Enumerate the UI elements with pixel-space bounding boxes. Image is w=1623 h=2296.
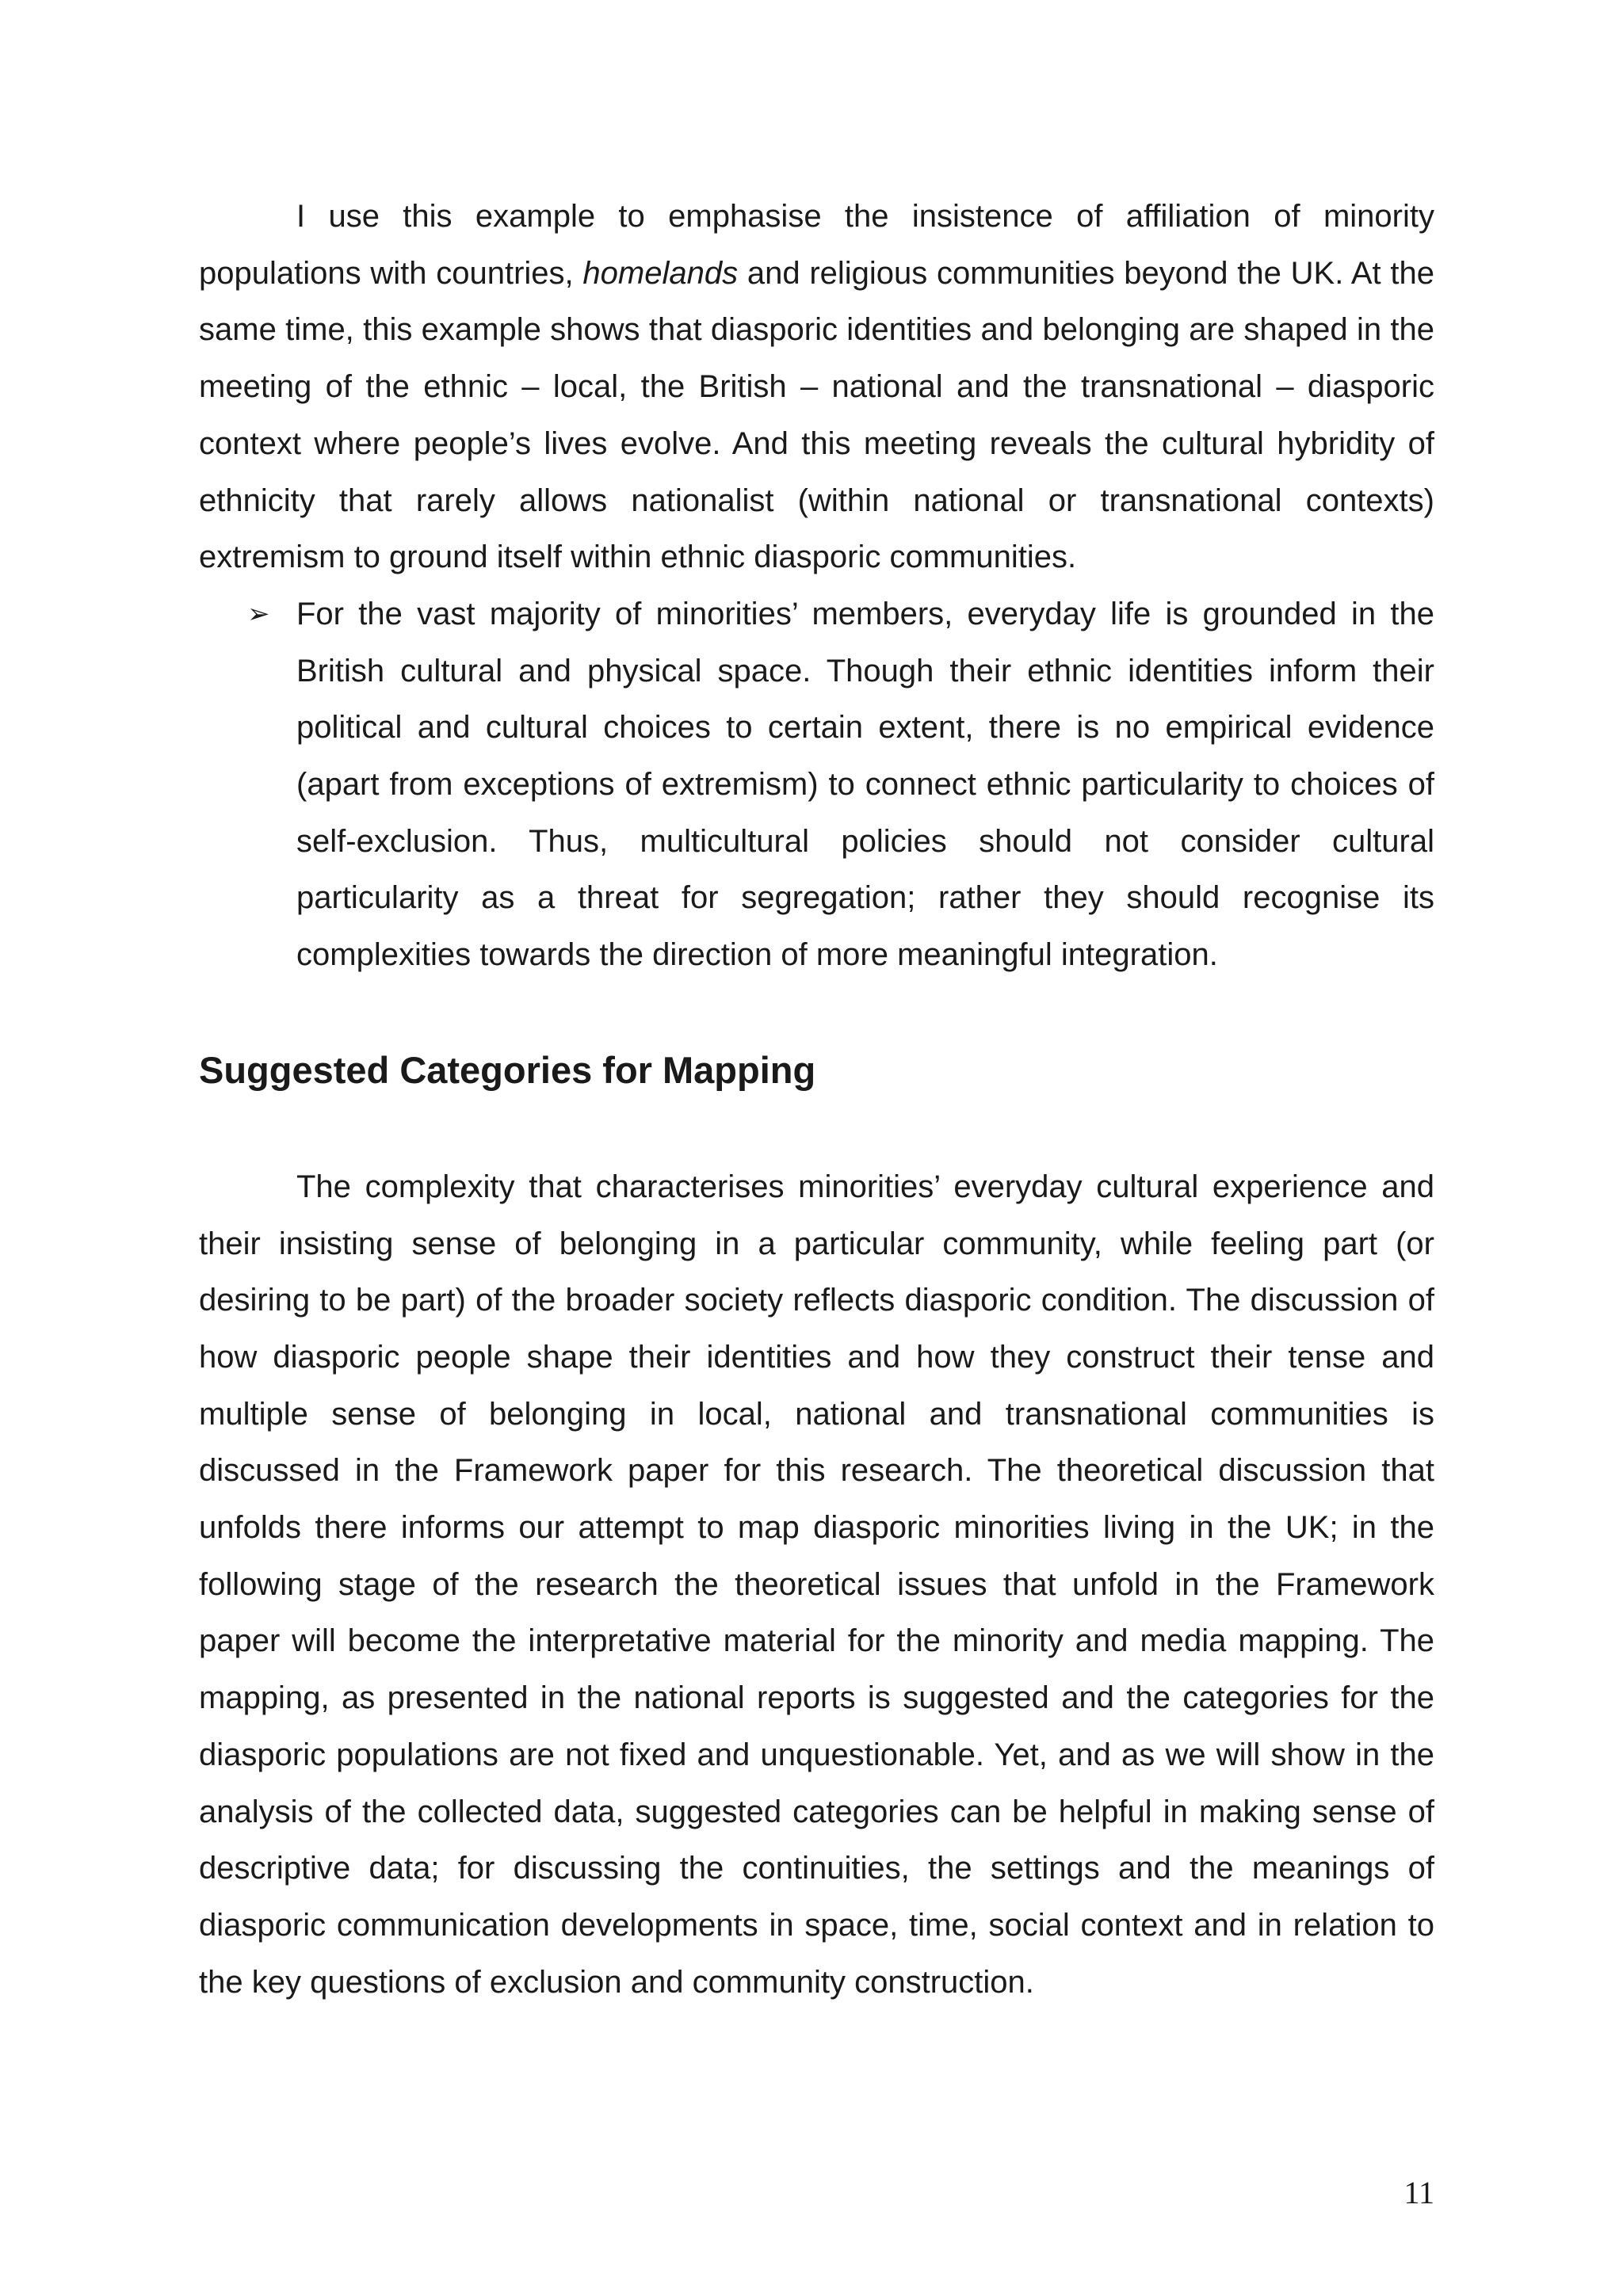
bullet-item	[247, 586, 1434, 984]
paragraph-affiliation	[199, 189, 1434, 586]
bullet-text: For the vast majority of minorities’ members, everyday life is grounded in the British cultural and physical space. Though their ethnic identities inform their political and cultural choices to certain extent, there is no empirical evidence (apart from exceptions of extremism) to connect ethnic particularity to choices of self-exclusion. Thus, multicultural policies should not consider cultural particularity as a threat for segregation; rather they should recognise its complexities towards the direction of more meaningful integration.	[296, 596, 1434, 973]
homelands-emphasis: homelands	[582, 255, 739, 291]
paragraph-1-text-end: and religious communities beyond the UK. At the same time, this example shows that diasporic identities and belonging are shaped in the meeting of the ethnic – local, the British – national and the transnational – diasporic context where people’s lives evolve. And this meeting reveals the cultural hybridity of ethnicity that rarely allows nationalist (within national or transnational contexts) extremism to ground itself within ethnic diasporic communities.	[199, 255, 1435, 575]
paragraph-1-text-start: I use this example to emphasise the insistence of affiliation of minority populations with countries,	[199, 199, 1434, 291]
section-heading: Suggested Categories for Mapping	[199, 1048, 816, 1091]
arrow-bullet-icon: ➢	[247, 597, 270, 630]
page-content	[199, 189, 1434, 2011]
paragraph-mapping: The complexity that characterises minorities’ everyday cultural experience and their insisting sense of belonging in a particular community, while feeling part (or desiring to be part) of the broader society reflects diasporic condition. The discussion of how diasporic people shape their identities and how they construct their tense and multiple sense of belonging in local, national and transnational communities is discussed in the Framework paper for this research. The theoretical discussion that unfolds there informs our attempt to map diasporic minorities living in the UK; in the following stage of the research the theoretical issues that unfold in the Framework paper will become the interpretative material for the minority and media mapping. The mapping, as presented in the national reports is suggested and the categories for the diasporic populations are not fixed and unquestionable. Yet, and as we will show in the analysis of the collected data, suggested categories can be helpful in making sense of descriptive data; for discussing the continuities, the settings and the meanings of diasporic communication developments in space, time, social context and in relation to the key questions of exclusion and community construction.	[199, 1169, 1434, 2000]
page-number: 11	[1403, 2175, 1434, 2210]
